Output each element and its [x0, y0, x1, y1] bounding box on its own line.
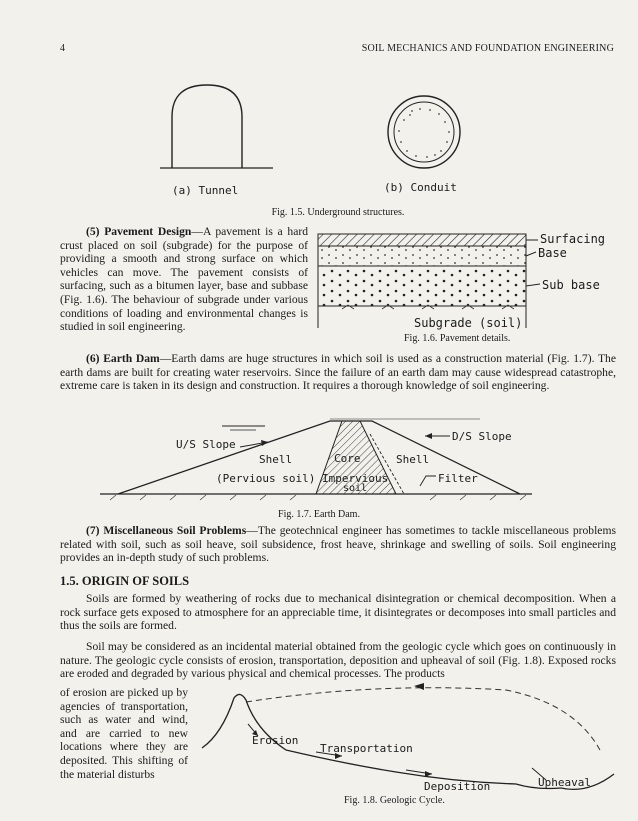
- ds-slope-label: D/S Slope: [452, 430, 512, 443]
- deposition-label: Deposition: [424, 780, 491, 793]
- us-slope-label: U/S Slope: [176, 438, 236, 451]
- core-label: Core: [334, 452, 361, 465]
- tunnel-drawing: [160, 85, 273, 168]
- shell-left-label: Shell: [259, 453, 293, 466]
- conduit-label: (b) Conduit: [384, 181, 457, 194]
- conduit-drawing: [388, 96, 460, 168]
- origin-paragraph-1: Soils are formed by weathering of rocks due to mechanical disintegration or chemical decomposition. When a rock surface gets exposed to atmosphere for an appreciable time, it disintegrates or decomposes into small particles and thus the soils are formed.: [60, 592, 616, 633]
- transportation-label: Transportation: [320, 742, 413, 755]
- misc-text: —The geotechnical engineer has sometimes to tackle miscellaneous problems related with soil, such as soil heave, soil subsidence, frost heave, shrinkage and swelling of soils. Soil engineering provides an in-depth study of such problems.: [60, 524, 616, 565]
- pervious-soil-label: (Pervious soil): [216, 472, 316, 485]
- section-heading: 1.5. ORIGIN OF SOILS: [60, 574, 190, 588]
- subbase-label: Sub base: [542, 278, 600, 292]
- fig-1-6-caption: Fig. 1.6. Pavement details.: [404, 333, 511, 344]
- fig-1-5-drawing: [160, 75, 480, 175]
- tunnel-label: (a) Tunnel: [172, 184, 239, 197]
- misc-paragraph: [60, 524, 616, 565]
- earth-dam-heading: (6) Earth Dam: [86, 352, 160, 365]
- misc-heading: (7) Miscellaneous Soil Problems: [86, 524, 247, 537]
- pavement-text: —A pavement is a hard crust placed on soil (subgrade) for the purpose of providing a smooth and strong surface on which vehicles can move. The pavement consists of surfacing, such as a bitumen layer, base and subbase (Fig. 1.6). The behaviour of subgrade under various conditions of loading and environmental changes is studied in soil engineering.: [60, 225, 308, 334]
- earth-dam-text: —Earth dams are huge structures in which soil is used as a construction material (Fig. 1.7). The earth dams are built for creating water reservoirs. Since the failure of an earth dam may cause widespread catastrophe, extreme care is taken in its design and construction. It requires a thorough knowledge of soil engineering.: [60, 352, 616, 393]
- soil-label: soil: [343, 483, 368, 494]
- shell-right-label: Shell: [396, 453, 430, 466]
- erosion-label: Erosion: [252, 734, 299, 747]
- impervious-label: Impervious: [322, 472, 389, 485]
- running-title: SOIL MECHANICS AND FOUNDATION ENGINEERING: [361, 43, 614, 54]
- base-label: Base: [538, 246, 567, 260]
- origin-paragraph-2: Soil may be considered as an incidental material obtained from the geologic cycle which goes on continuously in nature. The geologic cycle consists of erosion, transportation, deposition and upheaval of soil (Fig. 1.8). Exposed rocks are eroded and degraded by various physical and chemical processes. The products: [60, 640, 616, 681]
- earth-dam-paragraph: [60, 352, 616, 393]
- subgrade-label: Subgrade (soil): [414, 316, 523, 330]
- upheaval-label: Upheaval: [538, 776, 591, 789]
- fig-1-7-caption: Fig. 1.7. Earth Dam.: [278, 509, 360, 520]
- filter-label: Filter: [438, 472, 478, 485]
- surfacing-label: Surfacing: [540, 232, 606, 246]
- pavement-heading: (5) Pavement Design: [86, 225, 192, 238]
- page-number: 4: [60, 43, 66, 54]
- fig-1-8-caption: Fig. 1.8. Geologic Cycle.: [344, 795, 445, 806]
- pavement-paragraph: [60, 225, 308, 334]
- fig-1-7-drawing: [100, 412, 540, 504]
- fig-1-5-caption: Fig. 1.5. Underground structures.: [271, 207, 405, 218]
- origin-paragraph-3: of erosion are picked up by agencies of transportation, such as water and wind, and are carried to new locations where they are deposited. This shifting of the material disturbs: [60, 686, 188, 781]
